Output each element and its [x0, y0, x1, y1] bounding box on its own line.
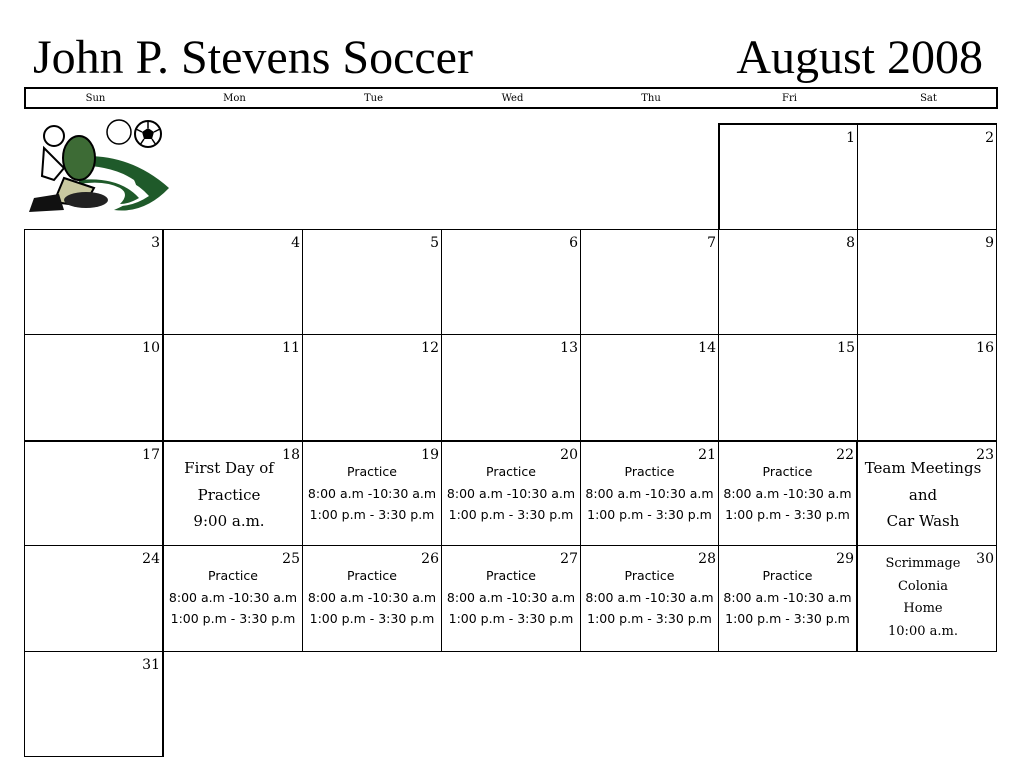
day-cell-2[interactable] — [857, 123, 997, 230]
day-number: 28 — [698, 551, 716, 567]
day-number: 5 — [430, 235, 439, 251]
weekday-fri: Fri — [782, 93, 797, 104]
event-line: 8:00 a.m -10:30 a.m — [723, 589, 852, 605]
event-line: First Day of — [184, 459, 274, 477]
day-cell-16[interactable] — [857, 334, 997, 441]
day-number: 30 — [976, 551, 994, 567]
event-line: 1:00 p.m - 3:30 p.m — [309, 507, 435, 522]
day-cell-25[interactable] — [163, 545, 303, 652]
event-line: 1:00 p.m - 3:30 p.m — [725, 507, 850, 522]
day-cell-19[interactable] — [302, 440, 442, 546]
day-number: 29 — [836, 551, 854, 567]
day-number: 18 — [282, 447, 300, 463]
weekday-tue: Tue — [363, 93, 384, 104]
day-cell-3[interactable] — [24, 229, 164, 335]
day-cell-29[interactable] — [718, 545, 858, 652]
weekday-mon: Mon — [223, 93, 246, 104]
event-line: Practice — [762, 464, 813, 479]
event-line: Practice — [762, 568, 813, 583]
event-line: Home — [903, 601, 943, 616]
day-number: 12 — [421, 340, 439, 356]
day-cell-9[interactable] — [857, 229, 997, 335]
day-number: 25 — [282, 551, 300, 567]
event-line: 8:00 a.m -10:30 a.m — [446, 485, 576, 501]
event-line: 8:00 a.m -10:30 a.m — [307, 485, 437, 501]
day-cell-6[interactable] — [441, 229, 581, 335]
event-line: Team Meetings — [864, 459, 982, 477]
day-number: 15 — [837, 340, 855, 356]
day-cell-11[interactable] — [163, 334, 303, 441]
day-number: 7 — [707, 235, 716, 251]
day-number: 27 — [560, 551, 578, 567]
day-number: 8 — [846, 235, 855, 251]
calendar-title: John P. Stevens Soccer — [33, 31, 473, 84]
event-line: 1:00 p.m - 3:30 p.m — [309, 611, 435, 626]
day-cell-27[interactable] — [441, 545, 581, 652]
event-line: Practice — [486, 464, 536, 479]
weekday-thu: Thu — [641, 93, 661, 104]
day-cell-18[interactable] — [163, 440, 303, 546]
day-number: 11 — [282, 340, 300, 356]
event-line: 8:00 a.m -10:30 a.m — [585, 485, 714, 501]
event-line: 9:00 a.m. — [193, 512, 265, 530]
event-line: 10:00 a.m. — [888, 623, 958, 639]
day-cell-15[interactable] — [718, 334, 858, 441]
day-cell-24[interactable] — [24, 545, 164, 652]
event-line: Practice — [197, 485, 261, 504]
day-cell-28[interactable] — [580, 545, 719, 652]
event-line: 1:00 p.m - 3:30 p.m — [448, 611, 574, 626]
day-number: 3 — [151, 235, 160, 251]
day-cell-1[interactable] — [718, 123, 858, 230]
day-of-week-header — [24, 87, 998, 109]
day-cell-13[interactable] — [441, 334, 581, 441]
day-cell-5[interactable] — [302, 229, 442, 335]
day-number: 9 — [985, 235, 994, 251]
weekday-wed: Wed — [501, 93, 524, 104]
day-cell-26[interactable] — [302, 545, 442, 652]
day-number: 2 — [985, 130, 994, 146]
event-line: 8:00 a.m -10:30 a.m — [307, 589, 437, 605]
event-line: Colonia — [897, 578, 949, 594]
event-line: 8:00 a.m -10:30 a.m — [168, 589, 298, 605]
day-cell-8[interactable] — [718, 229, 858, 335]
soccer-player-logo-icon — [24, 118, 174, 214]
weekday-sat: Sat — [920, 93, 937, 104]
weekday-sun: Sun — [85, 93, 106, 104]
day-cell-7[interactable] — [580, 229, 719, 335]
day-number: 16 — [976, 340, 994, 356]
event-line: Practice — [347, 568, 397, 583]
day-number: 20 — [560, 447, 578, 463]
day-number: 1 — [846, 130, 855, 146]
day-cell-14[interactable] — [580, 334, 719, 441]
day-cell-12[interactable] — [302, 334, 442, 441]
calendar-month: August 2008 — [736, 31, 983, 84]
day-number: 14 — [698, 340, 716, 356]
event-line: Practice — [208, 568, 258, 583]
event-line: Car Wash — [886, 512, 960, 530]
event-line: Practice — [624, 464, 675, 479]
day-number: 19 — [421, 447, 439, 463]
day-cell-30[interactable] — [857, 545, 997, 652]
event-line: 1:00 p.m - 3:30 p.m — [448, 507, 574, 522]
event-line: 8:00 a.m -10:30 a.m — [446, 589, 576, 605]
day-number: 21 — [698, 447, 716, 463]
day-number: 24 — [142, 551, 160, 567]
day-number: 10 — [142, 340, 160, 356]
day-cell-20[interactable] — [441, 440, 581, 546]
day-number: 4 — [291, 235, 300, 251]
event-line: 1:00 p.m - 3:30 p.m — [725, 611, 850, 626]
day-number: 13 — [560, 340, 578, 356]
event-line: Practice — [624, 568, 675, 583]
event-line: and — [908, 485, 938, 504]
day-number: 6 — [569, 235, 578, 251]
event-line: 8:00 a.m -10:30 a.m — [585, 589, 714, 605]
event-line: 8:00 a.m -10:30 a.m — [723, 485, 852, 501]
event-line: 1:00 p.m - 3:30 p.m — [170, 611, 296, 626]
day-cell-17[interactable] — [24, 440, 164, 546]
day-cell-23[interactable] — [857, 440, 997, 546]
event-line: 1:00 p.m - 3:30 p.m — [587, 507, 712, 522]
day-number: 22 — [836, 447, 854, 463]
day-cell-22[interactable] — [718, 440, 858, 546]
event-line: Scrimmage — [885, 556, 961, 571]
day-number: 26 — [421, 551, 439, 567]
day-cell-21[interactable] — [580, 440, 719, 546]
event-line: Practice — [347, 464, 397, 479]
day-number: 31 — [142, 657, 160, 673]
event-line: 1:00 p.m - 3:30 p.m — [587, 611, 712, 626]
day-number: 23 — [976, 447, 994, 463]
day-cell-10[interactable] — [24, 334, 164, 441]
day-cell-31[interactable] — [24, 651, 164, 757]
day-cell-4[interactable] — [163, 229, 303, 335]
event-line: Practice — [486, 568, 536, 583]
day-number: 17 — [142, 447, 160, 463]
